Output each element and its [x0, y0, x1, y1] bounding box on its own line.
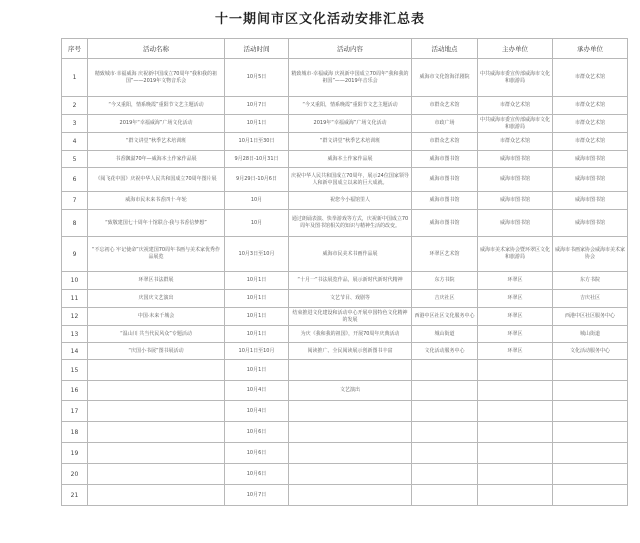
header-no: 序号	[62, 39, 88, 59]
cell-host: 市群众艺术馆	[478, 97, 553, 115]
cell-host	[478, 360, 553, 381]
cell-host: 中共威海市委宣传部威海市文化和旅游局	[478, 115, 553, 133]
cell-content: 2019年“幸福威海”广场文化活动	[289, 115, 412, 133]
cell-place: 东方书院	[412, 272, 478, 290]
cell-content: 威海本土作家作品展	[289, 151, 412, 168]
cell-name: 威海市民未来书香四十·年轮	[88, 192, 225, 210]
cell-time: 10月	[225, 192, 289, 210]
header-time: 活动时间	[225, 39, 289, 59]
cell-no: 8	[62, 210, 88, 237]
cell-content: 文艺节目、戏剧等	[289, 290, 412, 308]
cell-time: 9月29日-10月6日	[225, 168, 289, 192]
table-body	[62, 59, 628, 506]
cell-time: 10月4日	[225, 381, 289, 401]
table-row	[62, 290, 628, 308]
cell-time: 10月1日	[225, 360, 289, 381]
table-row	[62, 59, 628, 97]
table-row	[62, 115, 628, 133]
table-row	[62, 168, 628, 192]
cell-content: 阅读推广、全民阅读展示创新图书丰富	[289, 343, 412, 360]
table-row	[62, 326, 628, 343]
cell-content: 祝您今小福馆里人	[289, 192, 412, 210]
table-row	[62, 192, 628, 210]
cell-place: 西港中区社区文化服务中心	[412, 308, 478, 326]
cell-organizer: 威海市图书馆	[553, 192, 628, 210]
cell-content: 庆祝中华人民共和国成立70周年，展示24位国家领导人和新中国成立以来的巨大成就。	[289, 168, 412, 192]
cell-name	[88, 422, 225, 443]
cell-place	[412, 485, 478, 506]
cell-organizer	[553, 401, 628, 422]
cell-no: 1	[62, 59, 88, 97]
cell-place: 威海市图书馆	[412, 168, 478, 192]
cell-time: 10月1日	[225, 272, 289, 290]
cell-name	[88, 485, 225, 506]
cell-no: 21	[62, 485, 88, 506]
cell-place: 文化活动服务中心	[412, 343, 478, 360]
cell-time: 10月6日	[225, 422, 289, 443]
table-row	[62, 133, 628, 151]
cell-content: 文艺演出	[289, 381, 412, 401]
cell-no: 5	[62, 151, 88, 168]
table-row	[62, 401, 628, 422]
cell-organizer	[553, 422, 628, 443]
cell-no: 17	[62, 401, 88, 422]
cell-organizer	[553, 485, 628, 506]
cell-no: 20	[62, 464, 88, 485]
cell-time: 10月3日至10月	[225, 237, 289, 272]
cell-host: 威海市图书馆	[478, 151, 553, 168]
cell-place: 吉庆社区	[412, 290, 478, 308]
cell-place: 市群众艺术馆	[412, 97, 478, 115]
cell-name: “庆国小书展”图书展活动	[88, 343, 225, 360]
cell-time: 10月1日	[225, 115, 289, 133]
cell-name: 庆国庆文艺演出	[88, 290, 225, 308]
cell-no: 9	[62, 237, 88, 272]
cell-host: 环翠区	[478, 343, 553, 360]
cell-host	[478, 381, 553, 401]
cell-time: 10月1日至10月	[225, 343, 289, 360]
cell-name	[88, 401, 225, 422]
cell-place: 环翠区艺术馆	[412, 237, 478, 272]
cell-host: 环翠区	[478, 308, 553, 326]
cell-content: 威海市民美术书画作品展	[289, 237, 412, 272]
cell-host	[478, 443, 553, 464]
cell-name	[88, 360, 225, 381]
cell-time: 10月	[225, 210, 289, 237]
cell-organizer	[553, 443, 628, 464]
table-row	[62, 210, 628, 237]
cell-no: 2	[62, 97, 88, 115]
cell-no: 18	[62, 422, 88, 443]
cell-place: 城山街道	[412, 326, 478, 343]
cell-host: 环翠区	[478, 326, 553, 343]
cell-name: “温山川 共当代民风众”专题活动	[88, 326, 225, 343]
table-row	[62, 97, 628, 115]
cell-organizer: 威海市图书馆	[553, 151, 628, 168]
cell-organizer: 西港中区社区服务中心	[553, 308, 628, 326]
cell-time: 10月6日	[225, 464, 289, 485]
cell-content	[289, 485, 412, 506]
cell-host: 威海市图书馆	[478, 210, 553, 237]
cell-place: 市群众艺术馆	[412, 133, 478, 151]
cell-host: 环翠区	[478, 272, 553, 290]
cell-name	[88, 464, 225, 485]
table-row	[62, 272, 628, 290]
cell-content	[289, 401, 412, 422]
cell-time: 10月5日	[225, 59, 289, 97]
cell-organizer: 市群众艺术馆	[553, 97, 628, 115]
cell-time: 10月1日	[225, 326, 289, 343]
table-row	[62, 151, 628, 168]
cell-organizer: 威海市图书馆	[553, 210, 628, 237]
cell-no: 13	[62, 326, 88, 343]
cell-organizer: 吉庆社区	[553, 290, 628, 308]
cell-place: 威海市图书馆	[412, 151, 478, 168]
cell-name	[88, 443, 225, 464]
cell-place	[412, 360, 478, 381]
cell-host	[478, 485, 553, 506]
cell-content: 通过朗诵表演、快拳游戏等方式，庆祝新中国成立70周年及图书馆相关的知识与精神生活的改变。	[289, 210, 412, 237]
cell-organizer: 东方书院	[553, 272, 628, 290]
table-row	[62, 343, 628, 360]
cell-name: 《阅飞花中国》庆祝中华人民共和国成立70周年图片展	[88, 168, 225, 192]
cell-time: 10月7日	[225, 97, 289, 115]
header-name: 活动名称	[88, 39, 225, 59]
header-host: 主办单位	[478, 39, 553, 59]
cell-place: 威海市图书馆	[412, 210, 478, 237]
cell-place	[412, 443, 478, 464]
cell-name: 书香飘溢70年—威海本土作家作品展	[88, 151, 225, 168]
cell-organizer: 市群众艺术馆	[553, 133, 628, 151]
cell-name: 精致城市·幸福威海 庆祝新中国成立70周年“我和我的祖国”——2019年文物音乐会	[88, 59, 225, 97]
cell-no: 16	[62, 381, 88, 401]
cell-time: 9月28日-10月31日	[225, 151, 289, 168]
cell-no: 14	[62, 343, 88, 360]
cell-content: 为庆《我和我的祖国》，开展70周年庆典活动	[289, 326, 412, 343]
cell-place: 威海市文化馆海洋剧院	[412, 59, 478, 97]
cell-host: 环翠区	[478, 290, 553, 308]
cell-no: 6	[62, 168, 88, 192]
table-row	[62, 422, 628, 443]
document-title: 十一期间市区文化活动安排汇总表	[214, 12, 425, 27]
cell-name: 中国·未来千城会	[88, 308, 225, 326]
header-content: 活动内容	[289, 39, 412, 59]
table-row	[62, 381, 628, 401]
cell-organizer	[553, 381, 628, 401]
activity-table	[61, 38, 628, 506]
cell-name	[88, 381, 225, 401]
cell-organizer: 城山街道	[553, 326, 628, 343]
cell-no: 19	[62, 443, 88, 464]
cell-time: 10月4日	[225, 401, 289, 422]
cell-content: “十月一”书法展览作品，展示新时代新时代精神	[289, 272, 412, 290]
cell-host	[478, 422, 553, 443]
cell-organizer	[553, 464, 628, 485]
cell-place	[412, 464, 478, 485]
cell-place	[412, 381, 478, 401]
cell-organizer: 威海市书画家协会威海市美术家协会	[553, 237, 628, 272]
cell-name: 2019年“幸福威海”广场文化活动	[88, 115, 225, 133]
cell-host: 市群众艺术馆	[478, 133, 553, 151]
cell-content	[289, 422, 412, 443]
table-row	[62, 485, 628, 506]
cell-content	[289, 464, 412, 485]
cell-name: “不忘初心 牢记使命”庆祝建国70周年书画与美术家优秀作品展览	[88, 237, 225, 272]
cell-no: 11	[62, 290, 88, 308]
cell-no: 7	[62, 192, 88, 210]
cell-no: 15	[62, 360, 88, 381]
cell-place	[412, 422, 478, 443]
cell-name: “今又重阳，情系晚霞”重阳节文艺主题活动	[88, 97, 225, 115]
cell-no: 12	[62, 308, 88, 326]
cell-name: “群文讲堂”秋季艺术培训班	[88, 133, 225, 151]
cell-no: 3	[62, 115, 88, 133]
cell-content: “今又重阳，情系晚霞”重阳节文艺主题活动	[289, 97, 412, 115]
cell-organizer: 文化活动服务中心	[553, 343, 628, 360]
header-place: 活动地点	[412, 39, 478, 59]
cell-time: 10月1日至30日	[225, 133, 289, 151]
cell-time: 10月6日	[225, 443, 289, 464]
cell-host	[478, 401, 553, 422]
table-row	[62, 360, 628, 381]
cell-organizer: 市群众艺术馆	[553, 59, 628, 97]
cell-no: 4	[62, 133, 88, 151]
cell-no: 10	[62, 272, 88, 290]
cell-host: 威海市图书馆	[478, 168, 553, 192]
cell-host: 威海市图书馆	[478, 192, 553, 210]
table-row	[62, 308, 628, 326]
cell-time: 10月1日	[225, 290, 289, 308]
cell-name: “致敬建国七十周年十馆联合·我与书香信梦想”	[88, 210, 225, 237]
cell-time: 10月7日	[225, 485, 289, 506]
table-row	[62, 443, 628, 464]
cell-organizer: 市群众艺术馆	[553, 115, 628, 133]
cell-host: 威海市美术家协会暨环翠区文化和旅游局	[478, 237, 553, 272]
cell-organizer: 威海市图书馆	[553, 168, 628, 192]
cell-content	[289, 443, 412, 464]
table-row	[62, 237, 628, 272]
cell-place: 威海市图书馆	[412, 192, 478, 210]
cell-host: 中共威海市委宣传部威海市文化和旅游局	[478, 59, 553, 97]
cell-content: 结束推进文化建设和活动中心开展中国特色文化精神的发展	[289, 308, 412, 326]
header-organizer: 承办单位	[553, 39, 628, 59]
cell-name: 环翠区书法群展	[88, 272, 225, 290]
table-row	[62, 464, 628, 485]
cell-place: 市政广场	[412, 115, 478, 133]
table-header-row	[62, 39, 628, 59]
cell-content: “群文讲堂”秋季艺术培训班	[289, 133, 412, 151]
cell-place	[412, 401, 478, 422]
cell-content	[289, 360, 412, 381]
cell-time: 10月1日	[225, 308, 289, 326]
cell-content: 精致城市·幸福威海 庆祝新中国成立70周年“我和我的祖国”——2019年音乐会	[289, 59, 412, 97]
cell-host	[478, 464, 553, 485]
cell-organizer	[553, 360, 628, 381]
